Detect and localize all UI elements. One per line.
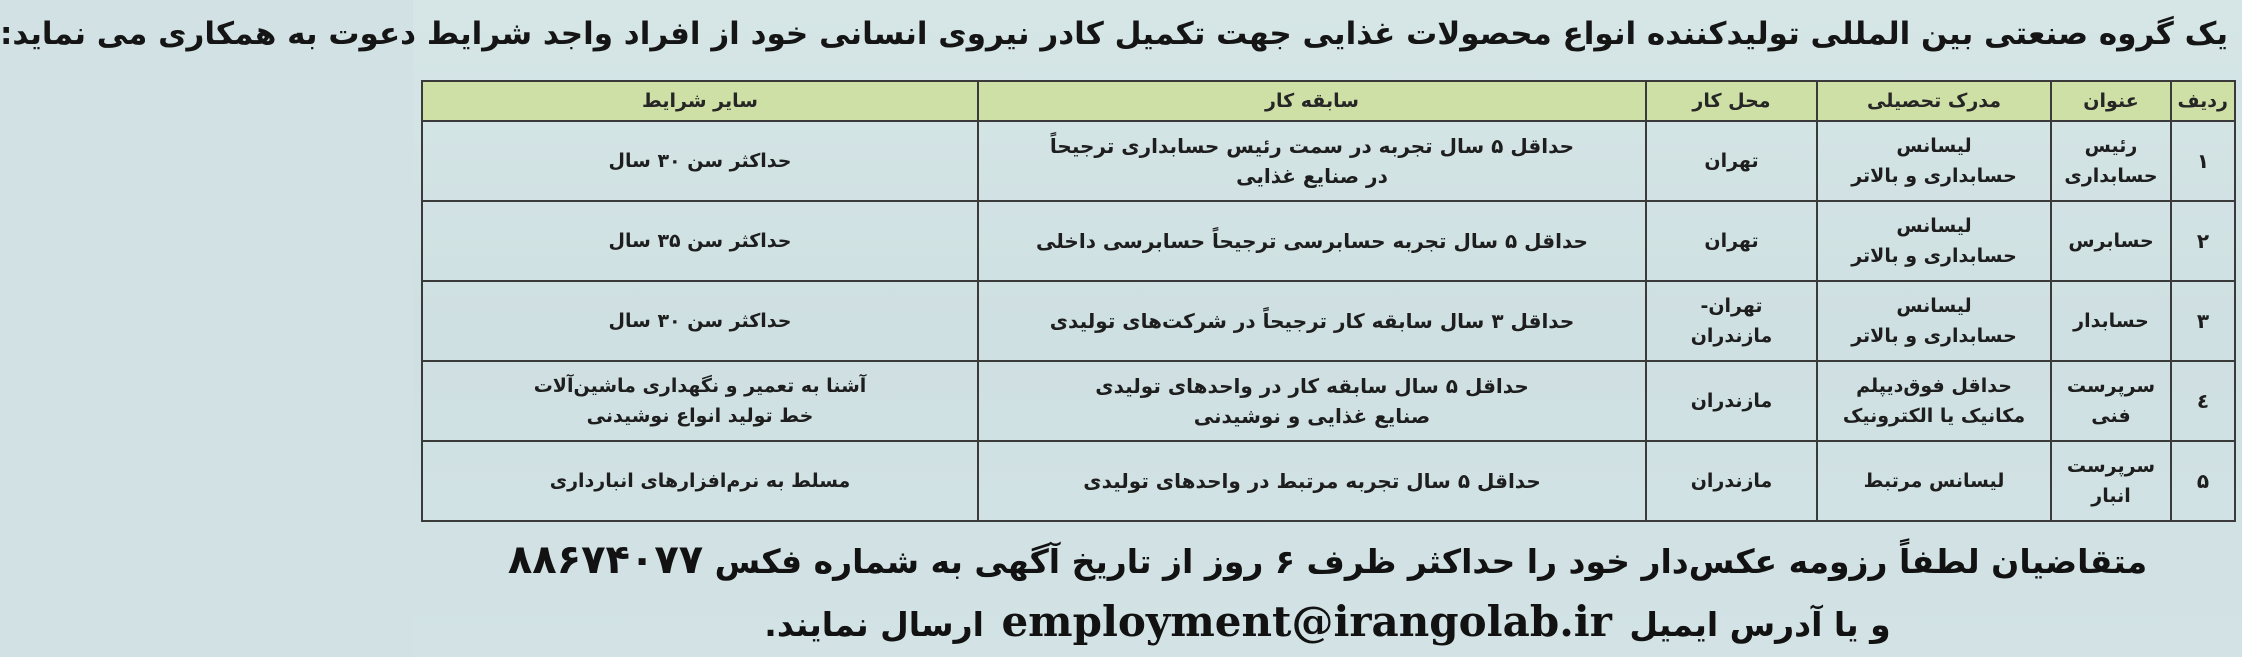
contact-email: employment@irangolab.ir	[1001, 597, 1612, 646]
jobs-table	[421, 80, 2236, 522]
header-conditions: سایر شرایط	[422, 81, 978, 121]
job-location: تهران	[1646, 121, 1817, 201]
row-number: ۵	[2171, 441, 2235, 521]
job-degree: لیسانس حسابداری و بالاتر	[1817, 281, 2051, 361]
job-degree: لیسانس حسابداری و بالاتر	[1817, 201, 2051, 281]
job-location: تهران- مازندران	[1646, 281, 1817, 361]
ad-headline: یک گروه صنعتی بین المللی تولیدکننده انواع محصولات غذایی جهت تکمیل کادر نیروی انسانی خود از افراد واجد شرایط دعوت به همکاری می نماید:	[0, 16, 2228, 52]
header-title: عنوان	[2051, 81, 2171, 121]
job-conditions: حداکثر سن ۳۵ سال	[422, 201, 978, 281]
job-experience: حداقل ۳ سال سابقه کار ترجیحاً در شرکت‌های تولیدی	[978, 281, 1646, 361]
footer-email-prefix: و یا آدرس ایمیل	[1629, 605, 1891, 644]
table-row	[422, 281, 2235, 361]
table-row	[422, 201, 2235, 281]
job-title: رئیس حسابداری	[2051, 121, 2171, 201]
table-header-row	[422, 81, 2235, 121]
row-number: ٤	[2171, 361, 2235, 441]
header-location: محل کار	[1646, 81, 1817, 121]
footer-instructions-text: متقاضیان لطفاً رزومه عکس‌دار خود را حداکثر ظرف ۶ روز از تاریخ آگهی به شماره فکس	[714, 542, 2148, 581]
job-experience: حداقل ۵ سال سابقه کار در واحدهای تولیدی صنایع غذایی و نوشیدنی	[978, 361, 1646, 441]
table-row	[422, 361, 2235, 441]
job-location: تهران	[1646, 201, 1817, 281]
job-location: مازندران	[1646, 441, 1817, 521]
footer-email-suffix: ارسال نمایند.	[764, 605, 984, 644]
job-conditions: حداکثر سن ۳۰ سال	[422, 121, 978, 201]
header-row-number: ردیف	[2171, 81, 2235, 121]
job-conditions: حداکثر سن ۳۰ سال	[422, 281, 978, 361]
job-conditions: مسلط به نرم‌افزارهای انبارداری	[422, 441, 978, 521]
table-row	[422, 121, 2235, 201]
footer-instructions-line2	[427, 594, 2228, 650]
job-degree: حداقل فوق‌دیپلم مکانیک یا الکترونیک	[1817, 361, 2051, 441]
header-experience: سابقه کار	[978, 81, 1646, 121]
job-conditions: آشنا به تعمیر و نگهداری ماشین‌آلات خط تولید انواع نوشیدنی	[422, 361, 978, 441]
job-title: سرپرست انبار	[2051, 441, 2171, 521]
job-title: سرپرست فنی	[2051, 361, 2171, 441]
row-number: ۲	[2171, 201, 2235, 281]
row-number: ۱	[2171, 121, 2235, 201]
job-experience: حداقل ۵ سال تجربه حسابرسی ترجیحاً حسابرسی داخلی	[978, 201, 1646, 281]
job-degree: لیسانس مرتبط	[1817, 441, 2051, 521]
fax-number: ۸۸۶۷۴۰۷۷	[507, 537, 704, 583]
job-title: حسابدار	[2051, 281, 2171, 361]
job-degree: لیسانس حسابداری و بالاتر	[1817, 121, 2051, 201]
job-title: حسابرس	[2051, 201, 2171, 281]
header-degree: مدرک تحصیلی	[1817, 81, 2051, 121]
job-experience: حداقل ۵ سال تجربه مرتبط در واحدهای تولیدی	[978, 441, 1646, 521]
job-experience: حداقل ۵ سال تجربه در سمت رئیس حسابداری ترجیحاً در صنایع غذایی	[978, 121, 1646, 201]
job-location: مازندران	[1646, 361, 1817, 441]
footer-instructions-line1	[427, 532, 2228, 588]
table-row	[422, 441, 2235, 521]
row-number: ۳	[2171, 281, 2235, 361]
